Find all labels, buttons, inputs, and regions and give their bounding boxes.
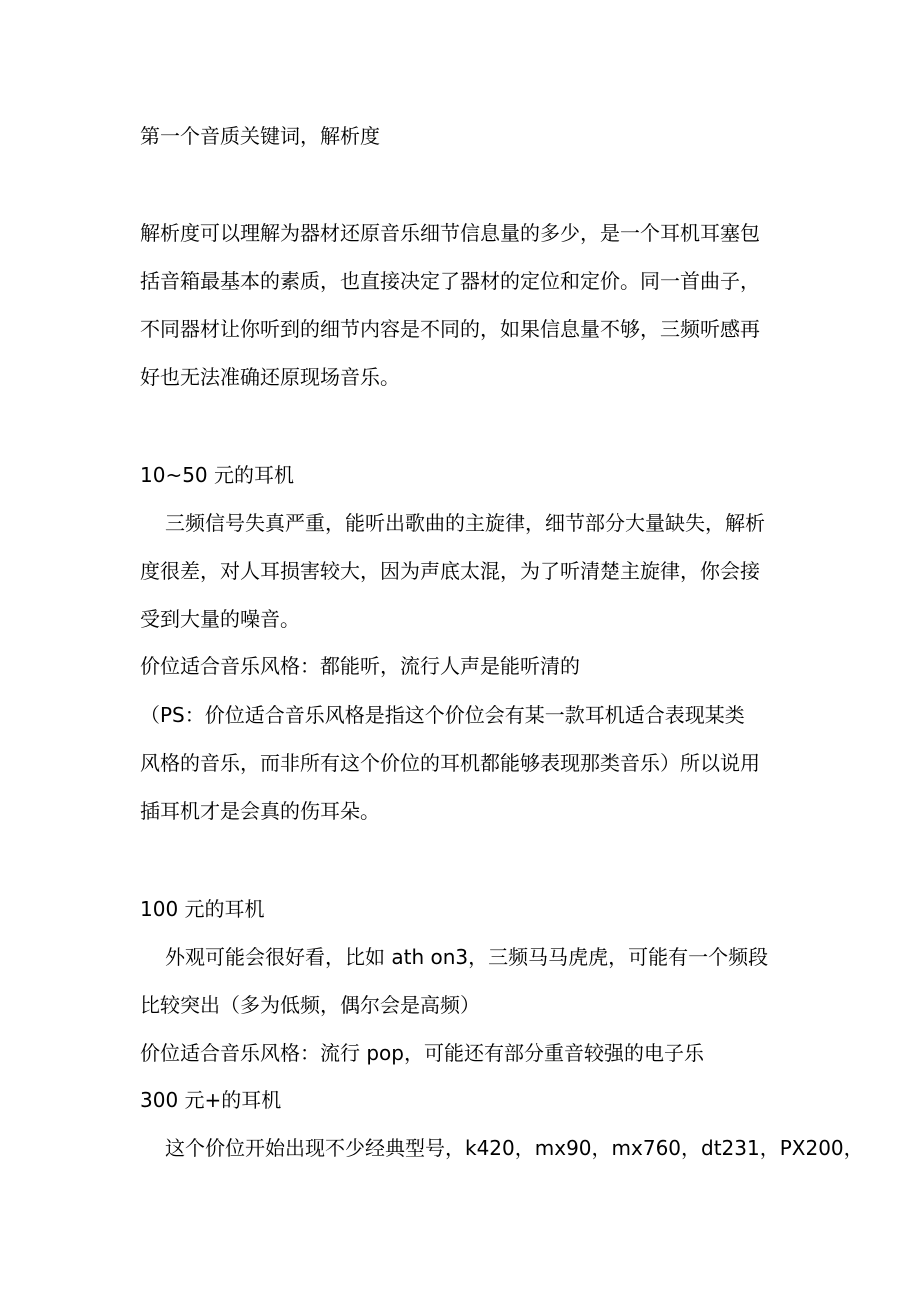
para1-line-2: 括音箱最基本的素质，也直接决定了器材的定位和定价。同一首曲子， xyxy=(140,269,760,293)
section1-style: 价位适合音乐风格：都能听，流行人声是能听清的 xyxy=(140,654,580,678)
section3-desc-line-1: 这个价位开始出现不少经典型号，k420，mx90，mx760，dt231，PX200， xyxy=(165,1136,864,1160)
para1-line-1: 解析度可以理解为器材还原音乐细节信息量的多少，是一个耳机耳塞包 xyxy=(140,221,760,245)
section1-desc-line-3: 受到大量的噪音。 xyxy=(140,607,300,631)
para1-line-3: 不同器材让你听到的细节内容是不同的，如果信息量不够，三频听感再 xyxy=(140,317,760,341)
heading-resolution: 第一个音质关键词，解析度 xyxy=(140,124,380,148)
section1-note-line-2: 风格的音乐，而非所有这个价位的耳机都能够表现那类音乐）所以说用 xyxy=(140,751,760,775)
section1-note-line-1: （PS：价位适合音乐风格是指这个价位会有某一款耳机适合表现某类 xyxy=(140,703,745,727)
section2-title: 100 元的耳机 xyxy=(140,897,265,921)
section2-style: 价位适合音乐风格：流行 pop，可能还有部分重音较强的电子乐 xyxy=(140,1041,704,1065)
section1-desc-line-1: 三频信号失真严重，能听出歌曲的主旋律，细节部分大量缺失，解析 xyxy=(165,511,765,535)
section1-desc-line-2: 度很差，对人耳损害较大，因为声底太混，为了听清楚主旋律，你会接 xyxy=(140,559,760,583)
section2-desc-line-2: 比较突出（多为低频，偶尔会是高频） xyxy=(140,993,480,1017)
para1-line-4: 好也无法准确还原现场音乐。 xyxy=(140,365,400,389)
section1-title: 10~50 元的耳机 xyxy=(140,463,295,487)
section2-desc-line-1: 外观可能会很好看，比如 ath on3，三频马马虎虎，可能有一个频段 xyxy=(165,945,769,969)
section1-note-line-3: 插耳机才是会真的伤耳朵。 xyxy=(140,799,380,823)
section3-title: 300 元+的耳机 xyxy=(140,1088,282,1112)
